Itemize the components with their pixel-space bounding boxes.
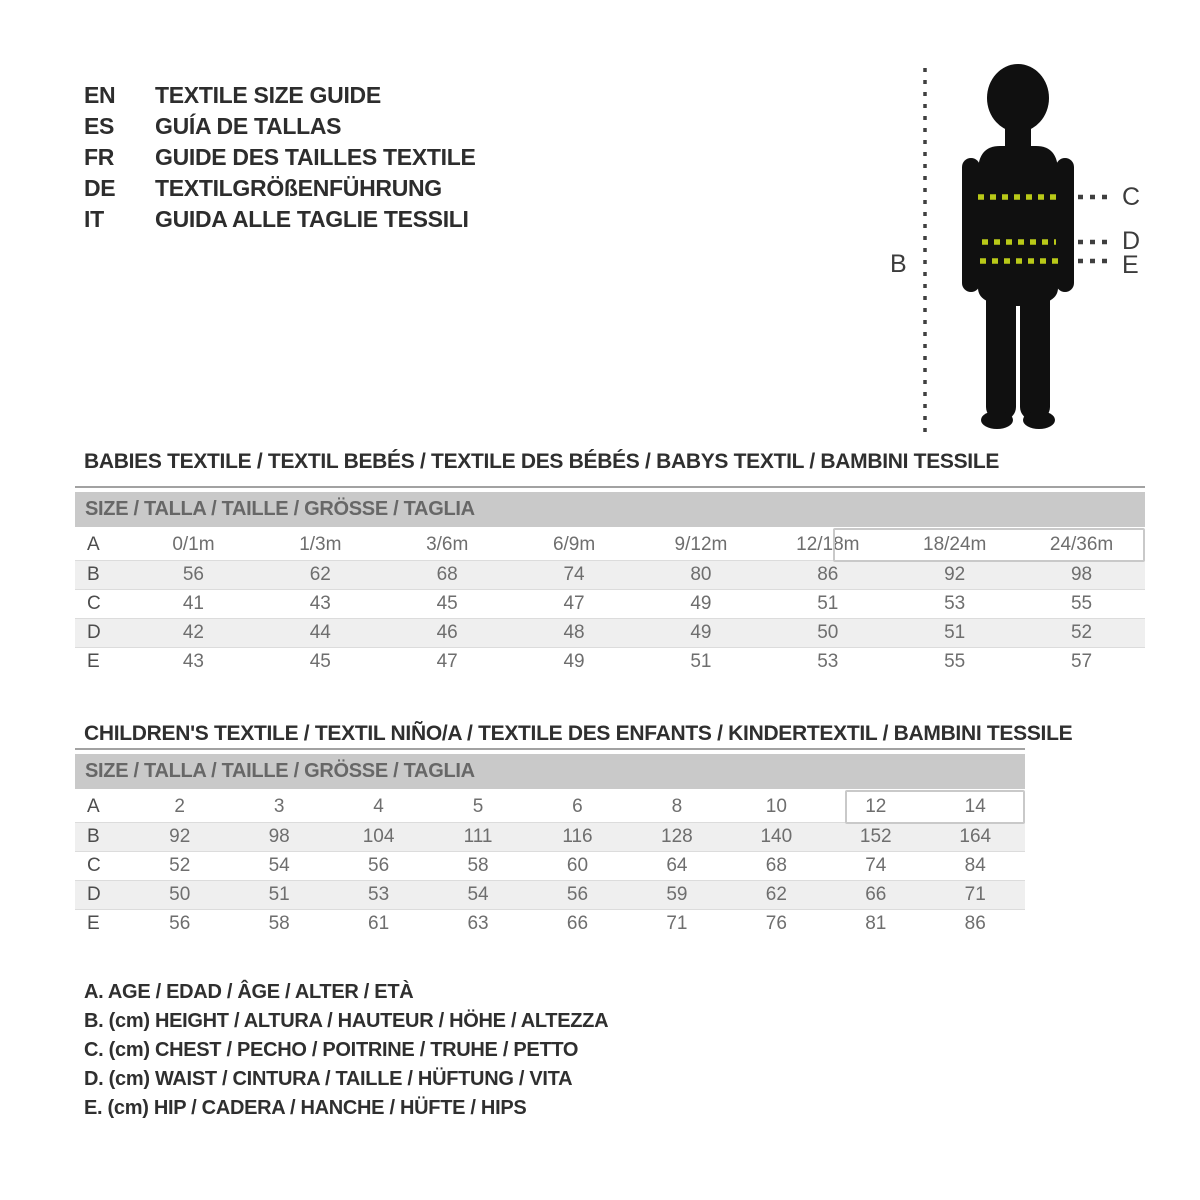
row-label: B (87, 825, 100, 847)
language-code: ES (84, 113, 115, 139)
size-value-cell: 6 (572, 796, 583, 818)
size-value-cell: 152 (859, 825, 892, 847)
size-value-cell: 56 (368, 854, 390, 876)
babies-size-grid (75, 531, 1145, 676)
size-value-cell: 44 (309, 621, 331, 643)
size-value-cell: 54 (268, 854, 290, 876)
row-label: D (87, 883, 101, 905)
size-value-cell: 104 (362, 825, 395, 847)
size-value-cell: 76 (765, 912, 787, 934)
size-value-cell: 41 (182, 592, 204, 614)
size-value-cell: 3 (273, 796, 285, 818)
row-label: A (87, 534, 100, 556)
row-label: A (87, 796, 100, 818)
row-label: C (87, 592, 101, 614)
table-row (75, 909, 1025, 938)
size-value-cell: 53 (817, 650, 839, 672)
row-label: C (87, 854, 101, 876)
table-row (75, 589, 1145, 618)
table-top-rule (75, 486, 1145, 488)
row-label: D (87, 621, 101, 643)
language-code: FR (84, 144, 115, 170)
size-value-cell: 62 (309, 563, 331, 585)
language-row (84, 111, 476, 142)
size-value-cell: 50 (169, 883, 191, 905)
size-value-cell: 98 (1070, 563, 1093, 585)
language-code: IT (84, 206, 104, 232)
size-header-bar: SIZE / TALLA / TAILLE / GRÖSSE / TAGLIA (75, 492, 1145, 527)
child-silhouette (962, 64, 1074, 429)
size-value-cell: 4 (373, 796, 384, 818)
size-value-cell: 49 (690, 621, 712, 643)
table-top-rule (75, 748, 1025, 750)
table-row (75, 531, 1145, 560)
size-value-cell: 58 (268, 912, 290, 934)
size-value-cell: 45 (309, 650, 331, 672)
size-value-cell: 10 (765, 796, 787, 818)
size-value-cell: 9/12m (674, 534, 728, 556)
children-section-heading: CHILDREN'S TEXTILE / TEXTIL NIÑO/A / TEXTILE DES ENFANTS / KINDERTEXTIL / BAMBINI TESSILE (84, 722, 1073, 745)
size-value-cell: 56 (169, 912, 191, 934)
table-row (75, 880, 1025, 909)
size-value-cell: 92 (169, 825, 191, 847)
size-value-cell: 74 (865, 854, 887, 876)
language-code: DE (84, 175, 116, 201)
size-value-cell: 42 (182, 621, 204, 643)
size-value-cell: 47 (563, 592, 585, 614)
table-row (75, 647, 1145, 676)
size-value-cell: 164 (959, 825, 992, 847)
size-value-cell: 55 (1070, 592, 1093, 614)
size-value-cell: 81 (865, 912, 887, 934)
size-value-cell: 14 (964, 796, 986, 818)
size-value-cell: 55 (944, 650, 966, 672)
size-value-cell: 56 (566, 883, 589, 905)
children-size-table (75, 748, 1025, 938)
measurement-figure (860, 40, 1200, 460)
size-value-cell: 71 (964, 883, 986, 905)
chest-label: C (1122, 183, 1141, 211)
size-value-cell: 116 (562, 825, 593, 847)
size-value-cell: 54 (467, 883, 489, 905)
size-value-cell: 57 (1070, 650, 1093, 672)
size-value-cell: 52 (169, 854, 191, 876)
size-value-cell: 51 (817, 592, 839, 614)
size-value-cell: 58 (467, 854, 489, 876)
children-size-grid (75, 793, 1025, 938)
size-value-cell: 48 (563, 621, 585, 643)
size-value-cell: 2 (174, 796, 185, 818)
size-value-cell: 51 (268, 883, 290, 905)
size-value-cell: 24/36m (1049, 534, 1114, 556)
size-value-cell: 8 (671, 796, 683, 818)
size-value-cell: 68 (765, 854, 787, 876)
size-value-cell: 18/24m (923, 534, 987, 556)
child-silhouette-graphic (860, 40, 1200, 460)
table-row (75, 793, 1025, 822)
language-label: TEXTILE SIZE GUIDE (155, 82, 381, 108)
language-label: GUÍA DE TALLAS (155, 113, 342, 139)
language-label: GUIDE DES TAILLES TEXTILE (155, 144, 476, 170)
waist-label: D (1122, 227, 1141, 255)
height-label: B (890, 250, 907, 278)
size-value-cell: 71 (666, 912, 688, 934)
language-code: EN (84, 82, 116, 108)
size-value-cell: 51 (690, 650, 712, 672)
size-header-bar: SIZE / TALLA / TAILLE / GRÖSSE / TAGLIA (75, 754, 1025, 789)
size-value-cell: 50 (817, 621, 839, 643)
size-value-cell: 86 (817, 563, 839, 585)
language-label: GUIDA ALLE TAGLIE TESSILI (155, 206, 469, 232)
size-value-cell: 12 (865, 796, 887, 818)
legend-row: E. (cm) HIP / CADERA / HANCHE / HÜFTE / HIPS (84, 1097, 527, 1119)
size-value-cell: 53 (944, 592, 966, 614)
size-value-cell: 47 (436, 650, 458, 672)
size-value-cell: 63 (467, 912, 489, 934)
size-value-cell: 45 (436, 592, 458, 614)
size-value-cell: 5 (472, 796, 484, 818)
size-value-cell: 43 (309, 592, 331, 614)
size-value-cell: 98 (268, 825, 290, 847)
size-value-cell: 43 (182, 650, 204, 672)
size-value-cell: 51 (944, 621, 966, 643)
size-value-cell: 61 (368, 912, 390, 934)
size-value-cell: 84 (964, 854, 986, 876)
language-title-list (84, 80, 476, 235)
size-value-cell: 66 (566, 912, 589, 934)
size-value-cell: 60 (566, 854, 589, 876)
size-value-cell: 46 (436, 621, 458, 643)
table-row (75, 560, 1145, 589)
language-label: TEXTILGRÖßENFÜHRUNG (155, 175, 442, 201)
size-value-cell: 49 (690, 592, 712, 614)
size-value-cell: 140 (760, 825, 793, 847)
size-value-cell: 56 (182, 563, 204, 585)
size-value-cell: 52 (1070, 621, 1093, 643)
size-value-cell: 64 (666, 854, 688, 876)
size-value-cell: 80 (690, 563, 712, 585)
language-row (84, 80, 476, 111)
size-value-cell: 0/1m (172, 534, 215, 556)
row-label: B (87, 563, 100, 585)
size-value-cell: 3/6m (426, 534, 469, 556)
size-value-cell: 128 (661, 825, 693, 847)
size-value-cell: 66 (865, 883, 887, 905)
table-row (75, 822, 1025, 851)
language-row (84, 204, 476, 235)
size-value-cell: 53 (368, 883, 390, 905)
size-value-cell: 62 (765, 883, 787, 905)
size-value-cell: 12/18m (796, 534, 860, 556)
legend-row: D. (cm) WAIST / CINTURA / TAILLE / HÜFTUNG / VITA (84, 1068, 573, 1090)
size-value-cell: 86 (964, 912, 986, 934)
table-row (75, 851, 1025, 880)
size-value-cell: 111 (463, 825, 493, 847)
legend-row: B. (cm) HEIGHT / ALTURA / HAUTEUR / HÖHE / ALTEZZA (84, 1010, 609, 1032)
legend-row: C. (cm) CHEST / PECHO / POITRINE / TRUHE / PETTO (84, 1039, 579, 1061)
size-value-cell: 68 (436, 563, 458, 585)
table-row (75, 618, 1145, 647)
row-label: E (87, 650, 100, 672)
babies-size-table (75, 486, 1145, 676)
row-label: E (87, 912, 100, 934)
legend-row: A. AGE / EDAD / ÂGE / ALTER / ETÀ (84, 981, 414, 1003)
size-value-cell: 59 (666, 883, 688, 905)
size-value-cell: 1/3m (299, 534, 342, 556)
size-value-cell: 49 (563, 650, 585, 672)
size-value-cell: 6/9m (552, 534, 596, 556)
measurement-legend (84, 978, 608, 1123)
language-row (84, 173, 476, 204)
language-row (84, 142, 476, 173)
hip-label: E (1122, 251, 1139, 279)
babies-section-heading: BABIES TEXTILE / TEXTIL BEBÉS / TEXTILE DES BÉBÉS / BABYS TEXTIL / BAMBINI TESSILE (84, 450, 1000, 473)
size-value-cell: 74 (563, 563, 585, 585)
size-value-cell: 92 (944, 563, 966, 585)
